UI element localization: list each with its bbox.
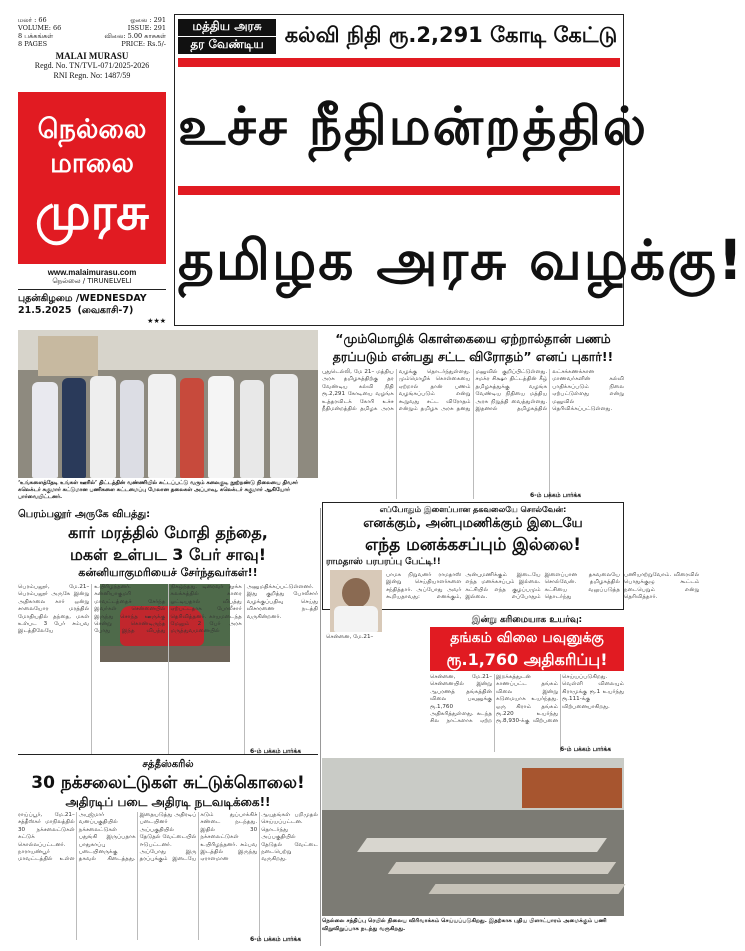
accident-body-columns [18,584,318,754]
issue-ta: ஓலை : 291 [130,16,166,24]
logo-line-2: மாலை [50,148,134,179]
quote-headline-1: “மும்மொழிக் கொள்கையை ஏற்றால்தான் பணம் [335,331,611,346]
gold-headline-box [430,627,624,671]
ramadoss-portrait [330,570,382,632]
accident-headline-1: கார் மரத்தில் மோதி தந்தை, [68,523,268,542]
paper-logo [18,92,166,264]
ramadoss-kicker: எப்போதும் இளைப்பான தகவலையே சொல்வேன்: [379,505,567,514]
naxal-body-columns [18,812,318,940]
top-headline-2: தமிழக அரசு வழக்கு! [178,228,745,292]
masthead-meta [18,16,166,81]
ramadoss-headline-2: எந்த மனக்கசப்பும் இல்லை! [365,535,581,555]
accident-kicker: பெரம்பலூர் அருகே விபத்து: [18,509,151,520]
gold-body: சென்னை, மே.21– சென்னையில் இன்று ஆபரணத் தங்கத்தின் விலை பவுனுக்கு ரூ.1,760 அதிகரித்துள்ளது. கடந்த சில நாட்களாக ஏற்ற இறக்கத்துடன் காணப்பட்ட தங்கம் விலை இன்று கடுமையாக உயர்ந்தது. ஒரு கிராம் தங்கம் ரூ.220 உயர்ந்து ரூ.8,930-க்கு விற்பனை செய்யப்படுகிறது. வெள்ளி விலையும் கிராமுக்கு ரூ.1 உயர்ந்து ரூ.111-க்கு விற்பனையாகிறது. [430,674,624,725]
naxal-headline: 30 நக்சலைட்டுகள் சுட்டுக்கொலை! [31,773,305,793]
column-divider [320,508,321,946]
ramadoss-dateline: சென்னை, மே.21– [326,634,374,640]
paper-name: MALAI MURASU [55,51,129,61]
naxal-kicker: சத்தீஸ்கரில் [142,759,194,770]
rni-no: RNI Regn. No: 1487/59 [53,71,131,80]
photo-caption: ‘உங்களைத்தேடி உங்கள் ஊரில்’ திட்டத்தின் வண்ணியில் சுட்டப்பட்டு வரும் கலைகுடி நூற்றண்டு நிலையை திவசர் கலெக்டர் சுகுமார் கட்டுமான பணிகளை கட்டமைப்பு மேலான தலைகள் அப்பாவு, கலெக்டர் சுகுமார் ஆகியோர் பார்வையிட்டனர். [18,480,298,500]
accident-body: பெரம்பலூர், மே.21– பெரம்பலூர் அருகே இன்று அதிகாலை கார் ஒன்று சாலையோர மரத்தில் மோதியதில் தந்தை, மகள் உள்பட 3 பேர் சம்பவ இடத்திலேயே உயிரிழந்தனர். கன்னியாகுமரி மாவட்டத்தைச் சேர்ந்த இவர்கள் சென்னையில் இருந்து சொந்த ஊருக்கு சென்று கொண்டிருந்த போது இந்த விபத்து நிகழ்ந்தது. டிரைவர் தூக்க கலக்கத்தில் காரை ஓட்டியதால் விபத்து ஏற்பட்டதாக போலீசார் தெரிவித்தனர். காயமடைந்த மேலும் 2 பேர் அரசு மருத்துவமனையில் அனுமதிக்கப்பட்டுள்ளனர். இது குறித்து போலீசார் வழக்குப்பதிவு செய்து விசாரணை நடத்தி வருகின்றனர். [18,584,318,635]
masthead-footer [18,268,166,325]
divider-naxal [18,754,318,755]
day-label: புதன்கிழமை /WEDNESDAY [18,293,147,304]
red-rule-mid [178,186,620,195]
ramadoss-headline-1: எனக்கும், அன்புமணிக்கும் இடையே [363,516,583,531]
pages-en: 8 PAGES [18,40,48,48]
logo-line-1: நெல்லை [37,114,147,145]
red-rule-top [178,58,620,67]
price-en: PRICE: Rs.5/- [121,40,166,48]
stars: ★★★ [147,317,166,325]
top-strap: கல்வி நிதி ரூ.2,291 கோடி கேட்டு [284,23,618,47]
gold-headline-2: ரூ.1,760 அதிகரிப்பு! [446,650,608,669]
regd-no: Regd. No. TN/TVL-071/2025-2026 [34,61,150,70]
naxal-jump[interactable]: 6-ம் பக்கம் பார்க்க [250,936,302,943]
issue-en: ISSUE: 291 [127,24,166,32]
gold-kicker: இன்று கரிமையாக உயர்வு: [471,615,583,625]
news-photo-officials [18,330,318,478]
tamil-date: (வைகாசி-7) [77,305,134,316]
ramadoss-sub: ராமதாஸ் பரபரப்பு பேட்டி!! [326,557,441,567]
ramadoss-body: பாமக நிறுவனர் ராமதாஸ் இன்று செய்தியாளர்களை சந்தித்தார். அப்போது அவர் கூறியதாவது: எனக்கும், அன்புமணிக்கும் இடையே எந்த மனக்கசப்பும் இல்லை. கட்சியில் எந்த குழப்பமும் இல்லை. எப்போதும் இளைப்பான தகவலையே சொல்வேன். தமிழகத்தில் கட்சியை வலுப்படுத்த தொடர்ந்து பணியாற்றுவோம். விரைவில் பொதுக்குழு கூட்டம் நடைபெறும் என்று தெரிவித்தார். [386,572,700,601]
website-link[interactable]: www.malaimurasu.com [47,268,137,277]
top-kicker-1: மத்திய அரசு [178,19,276,36]
volume-ta: மலர் : 66 [18,16,47,24]
quote-headline-2: தரப்படும் என்பது சட்ட விரோதம்” எனப் புகார்!! [332,349,614,364]
accident-sub: கன்னியாகுமரியைச் சேர்ந்தவர்கள்!! [78,566,258,579]
quote-body-columns [322,369,624,499]
gold-jump[interactable]: 6-ம் பக்கம் பார்க்க [560,746,612,753]
accident-headline-2: மகள் உள்பட 3 பேர் சாவு! [69,545,266,564]
edition-label: நெல்லை / TIRUNELVELI [52,277,132,285]
gold-headline-1: தங்கம் விலை பவுனுக்கு [450,630,604,646]
gold-body-columns [430,674,624,752]
naxal-body: ராய்ப்பூர், மே.21– சத்தீஸ்கர் மாநிலத்தில் 30 நக்சலைட்டுகள் சுட்டுக் கொல்லப்பட்டனர். நாராயண்பூர் மாவட்டத்தில் உள்ள அபுஜ்மார் வனப்பகுதியில் நக்சலைட்டுகள் பதுங்கி இருப்பதாக பாதுகாப்பு படையினருக்கு தகவல் கிடைத்தது. இதையடுத்து அதிரடிப் படையினர் அப்பகுதியில் தேடுதல் வேட்டையில் ஈடுபட்டனர். அப்போது இரு தரப்புக்கும் இடையே கடும் துப்பாக்கிச் சண்டை நடந்தது. இதில் 30 நக்சலைட்டுகள் உயிரிழந்தனர். சம்பவ இடத்தில் இருந்து ஏராளமான ஆயுதங்கள் பறிமுதல் செய்யப்பட்டன. தொடர்ந்து அப்பகுதியில் தேடுதல் வேட்டை நடைபெற்று வருகிறது. [18,812,318,863]
quote-jump[interactable]: 6-ம் பக்கம் பார்க்க [530,492,582,499]
top-headline-1: உச்ச நீதிமன்றத்தில் [178,97,649,157]
volume-en: VOLUME: 66 [18,24,62,32]
naxal-sub: அதிரடிப் படை அதிரடி நடவடிக்கை!! [65,795,271,809]
quote-body: புதுடெல்லி, மே 21– மத்திய அரசு தமிழகத்திற்கு தர வேண்டிய கல்வி நிதி ரூ.2,291 கோடியை வழங்க உத்தரவிடக் கோரி உச்ச நீதிமன்றத்தில் தமிழக அரசு வழக்கு தொடர்ந்துள்ளது. மும்மொழிக் கொள்கையை ஏற்றால் தான் பணம் வழங்கப்படும் என்று கூறுவது சட்ட விரோதம் என்றும் தமிழக அரசு தனது மனுவில் குறிப்பிட்டுள்ளது. சமக்ர சிக்ஷா திட்டத்தின் கீழ் தமிழகத்துக்கு வழங்க வேண்டிய நிதியை மத்திய அரசு நிறுத்தி வைத்துள்ளது. இதனால் தமிழகத்தில் லட்சக்கணக்கான மாணவர்களின் கல்வி பாதிக்கப்படும் நிலை ஏற்பட்டுள்ளது என்று மனுவில் தெரிவிக்கப்பட்டுள்ளது. [322,369,624,413]
logo-line-3: முரசு [35,183,149,241]
railway-caption: நெல்லை சந்திப்பு ரெயில் நிலைய விரிவாக்கம் செய்யப்படுகிறது. இதற்காக புதிய பிளாட்பாரம் அமைக்கும் பணி விறுவிறுப்பாக நடந்து வருகிறது. [322,918,607,932]
pages-ta: 8 பக்கங்கள் [18,32,54,40]
price-ta: விலை: 5.00 காசுகள் [104,32,166,40]
top-kicker-2: தர வேண்டிய [178,37,276,54]
news-photo-railway [322,758,624,916]
accident-jump[interactable]: 6-ம் பக்கம் பார்க்க [250,748,302,755]
date-label: 21.5.2025 [18,305,72,316]
